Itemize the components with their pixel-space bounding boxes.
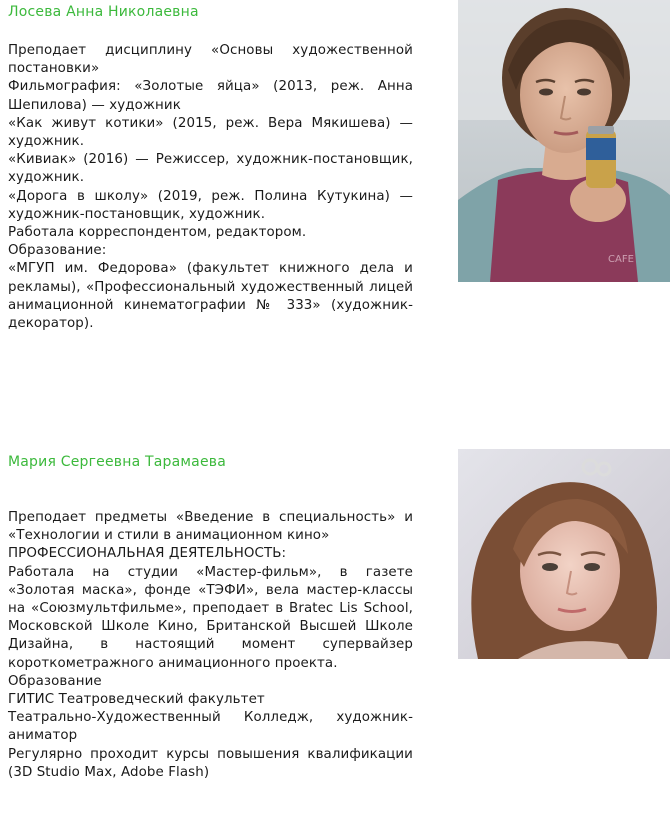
svg-text:CAFE: CAFE bbox=[608, 254, 634, 265]
bio-line: «Дорога в школу» (2019, реж. Полина Кутукина) — художник-постановщик, художник. bbox=[8, 188, 413, 222]
bio-line: ГИТИС Театроведческий факультет bbox=[8, 692, 265, 708]
teacher-name: Лосева Анна Николаевна bbox=[8, 4, 199, 20]
bio-line: «МГУП им. Федорова» (факультет книжного дела и рекламы), «Профессиональный художественный лицей анимационной кинематографии № 333» (художник-декоратор). bbox=[8, 261, 413, 332]
bio-line: Работала корреспондентом, редактором. bbox=[8, 225, 307, 241]
bio-line: «Как живут котики» (2015, реж. Вера Мякишева) — художник. bbox=[8, 115, 413, 150]
bio-line: Преподает предметы «Введение в специальность» и «Технологии и стили в анимационном кино» bbox=[8, 510, 413, 544]
bio-line: Образование bbox=[8, 673, 102, 689]
teacher-photo bbox=[458, 449, 670, 659]
teacher-name: Мария Сергеевна Тарамаева bbox=[8, 454, 226, 470]
teacher-bio bbox=[8, 42, 413, 333]
teacher-photo bbox=[458, 0, 670, 282]
bio-line: Работала на студии «Мастер-фильм», в газете «Золотая маска», фонде «ТЭФИ», вела мастер-классы на «Союзмультфильме», преподает в Bratec Lis School, Московской Школе Кино, Британской Высшей Школе Дизайна, в настоящий момент супервайзер короткометражного анимационного проекта. bbox=[8, 564, 413, 671]
bio-line: Преподает дисциплину «Основы художественной постановки» bbox=[8, 43, 413, 77]
bio-line: Образование: bbox=[8, 243, 107, 259]
bio-line: «Кивиак» (2016) — Режиссер, художник-постановщик, художник. bbox=[8, 152, 413, 186]
bio-line: Театрально-Художественный Колледж, художник-аниматор bbox=[8, 710, 413, 744]
teacher-bio bbox=[8, 509, 413, 782]
bio-line: Фильмография: «Золотые яйца» (2013, реж. Анна Шепилова) — художник bbox=[8, 79, 413, 113]
bio-line: ПРОФЕССИОНАЛЬНАЯ ДЕЯТЕЛЬНОСТЬ: bbox=[8, 546, 287, 562]
bio-line: Регулярно проходит курсы повышения квалификации (3D Studio Max, Adobe Flash) bbox=[8, 746, 413, 780]
